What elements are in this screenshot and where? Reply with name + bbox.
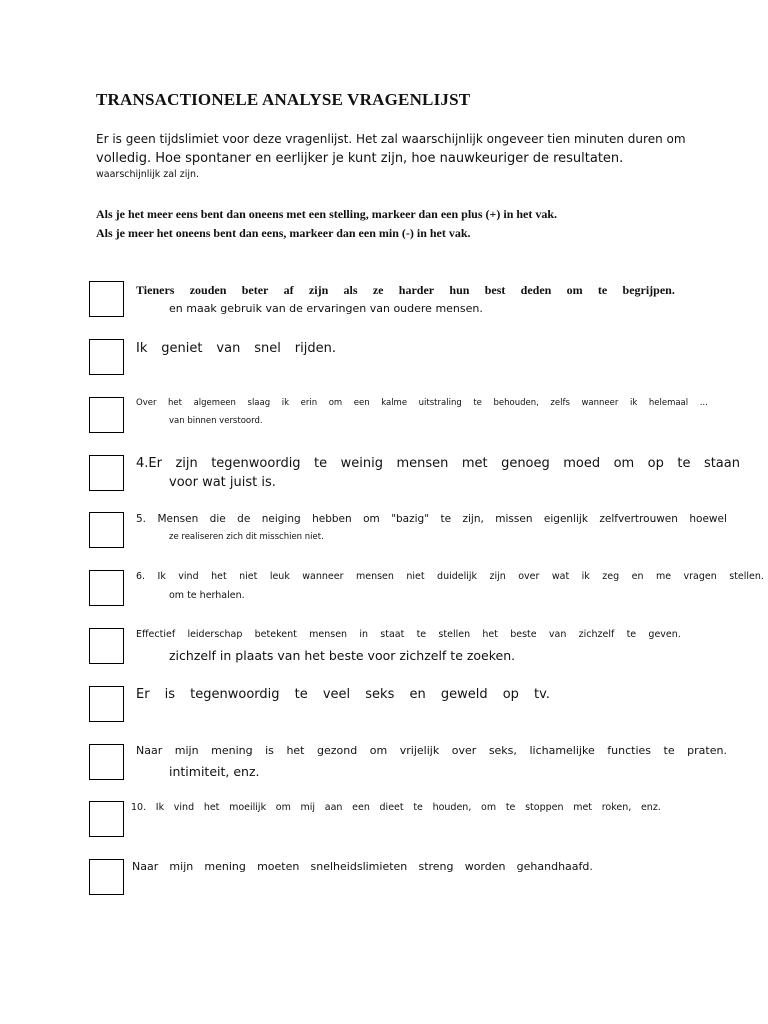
question-4-text-word: zijn	[175, 456, 198, 471]
question-1-text-word: harder	[398, 283, 435, 297]
question-9-text-word: vrijelijk	[399, 744, 440, 757]
question-5-text-word: die	[209, 513, 226, 525]
question-7-text-word: mensen	[309, 629, 348, 640]
question-4-text-word: met	[461, 456, 488, 471]
intro-line-3: waarschijnlijk zal zijn.	[96, 169, 200, 180]
question-3-text-word: helemaal	[648, 398, 689, 408]
question-2-text-word: rijden.	[294, 341, 336, 356]
question-1-text-word: deden	[520, 283, 552, 297]
answer-checkbox-6[interactable]	[89, 570, 124, 606]
question-4-text	[136, 456, 740, 471]
question-4-text-word: om	[613, 456, 635, 471]
question-3-text-word: slaag	[247, 398, 271, 408]
question-3-text-word: wanneer	[581, 398, 619, 408]
question-3-text-word: ...	[699, 398, 708, 408]
question-9-text-word: om	[369, 744, 388, 757]
question-3-text-word: zelfs	[550, 398, 570, 408]
questionnaire-title: TRANSACTIONELE ANALYSE VRAGENLIJST	[96, 90, 471, 109]
question-5-text-word: hoewel	[689, 513, 727, 525]
question-5-text-word: eigenlijk	[543, 513, 588, 525]
question-1-text-word: ze	[372, 283, 384, 297]
question-2-text-word: Ik	[136, 341, 148, 356]
question-9-text-word: praten.	[687, 744, 727, 757]
question-3-text-word: kalme	[381, 398, 408, 408]
question-4-text-word: te	[314, 456, 328, 471]
question-4-text-word: te	[677, 456, 691, 471]
question-3-text-word: behouden,	[493, 398, 539, 408]
question-8-text-word: Er	[136, 687, 150, 702]
question-9-text-word: mening	[211, 744, 253, 757]
question-7-text-word: beste	[510, 629, 537, 640]
question-7-text-word: van	[548, 629, 567, 640]
question-4-text-word: 4.Er	[136, 456, 162, 471]
question-10-text-word: het	[203, 802, 220, 813]
answer-checkbox-3[interactable]	[89, 397, 124, 433]
question-6-text-word: ik	[581, 571, 590, 582]
question-9-text-word: mijn	[174, 744, 199, 757]
question-6-text-word: mensen	[355, 571, 394, 582]
question-5-text-word: neiging	[261, 513, 301, 525]
question-10-text-word: Ik	[155, 802, 165, 813]
question-3-text-word: erin	[300, 398, 318, 408]
answer-checkbox-11[interactable]	[89, 859, 124, 895]
question-4-continuation: voor wat juist is.	[169, 475, 276, 490]
question-3-text-word: te	[473, 398, 482, 408]
question-9-text-word: gezond	[317, 744, 358, 757]
question-5-text-word: de	[237, 513, 251, 525]
question-4-text-word: weinig	[340, 456, 383, 471]
question-10-text-word: een	[352, 802, 370, 813]
question-6-text-word: duidelijk	[437, 571, 478, 582]
question-3-continuation: van binnen verstoord.	[169, 416, 263, 426]
question-5-continuation: ze realiseren zich dit misschien niet.	[169, 532, 324, 542]
question-10-text-word: te	[505, 802, 516, 813]
question-7-text-word: geven.	[648, 629, 681, 640]
question-10-text-word: om	[275, 802, 291, 813]
question-10-text-word: houden,	[432, 802, 472, 813]
question-10-text-word: dieet	[379, 802, 404, 813]
question-11-text-word: streng	[418, 860, 454, 873]
question-11-text	[132, 860, 593, 873]
question-4-text-word: tegenwoordig	[211, 456, 301, 471]
question-10-text	[131, 802, 661, 813]
question-3-text-word: het	[168, 398, 182, 408]
question-9-text-word: over	[451, 744, 477, 757]
question-6-text-word: stellen.	[729, 571, 764, 582]
question-1-text	[136, 283, 675, 298]
question-6-text-word: wanneer	[302, 571, 344, 582]
answer-checkbox-7[interactable]	[89, 628, 124, 664]
question-5-text-word: missen	[495, 513, 533, 525]
question-6-text-word: over	[518, 571, 540, 582]
question-6-text-word: zeg	[602, 571, 620, 582]
instruction-plus: Als je het meer eens bent dan oneens met een stelling, markeer dan een plus (+) in het vak.	[96, 207, 558, 221]
question-7-text-word: te	[626, 629, 637, 640]
question-1-text-word: hun	[449, 283, 470, 297]
question-6-text-word: Ik	[157, 571, 166, 582]
question-1-text-word: zijn	[308, 283, 329, 297]
question-11-text-word: worden	[464, 860, 506, 873]
question-4-text-word: staan	[703, 456, 740, 471]
question-10-text-word: 10.	[131, 802, 147, 813]
question-11-text-word: moeten	[257, 860, 300, 873]
question-9-text-word: het	[286, 744, 305, 757]
question-8-text-word: en	[409, 687, 426, 702]
question-7-text-word: stellen	[438, 629, 471, 640]
question-6-text	[136, 571, 764, 582]
question-9-text-word: seks,	[488, 744, 517, 757]
question-6-text-word: leuk	[269, 571, 290, 582]
question-6-text-word: wat	[551, 571, 570, 582]
question-5-text-word: zelfvertrouwen	[599, 513, 678, 525]
question-9-text-word: lichamelijke	[529, 744, 595, 757]
question-10-text-word: moeilijk	[229, 802, 267, 813]
question-4-text-word: mensen	[396, 456, 449, 471]
question-8-text-word: geweld	[440, 687, 488, 702]
question-7-text-word: te	[416, 629, 427, 640]
question-6-continuation: om te herhalen.	[169, 590, 245, 601]
question-1-text-word: om	[566, 283, 583, 297]
intro-line-2: volledig. Hoe spontaner en eerlijker je kunt zijn, hoe nauwkeuriger de resultaten.	[96, 151, 624, 166]
question-2-text-word: van	[216, 341, 241, 356]
question-6-text-word: zijn	[489, 571, 506, 582]
instruction-minus: Als je meer het oneens bent dan eens, markeer dan een min (-) in het vak.	[96, 226, 471, 240]
question-1-text-word: te	[597, 283, 608, 297]
question-11-text-word: Naar	[132, 860, 159, 873]
question-1-text-word: begrijpen.	[622, 283, 675, 297]
question-10-text-word: stoppen	[525, 802, 564, 813]
question-5-text-word: 5.	[136, 513, 147, 525]
question-5-text-word: zijn,	[462, 513, 484, 525]
question-9-text-word: te	[663, 744, 675, 757]
question-11-text-word: mijn	[169, 860, 194, 873]
question-5-text-word: "bazig"	[391, 513, 430, 525]
question-3-text-word: een	[353, 398, 370, 408]
intro-line-1: Er is geen tijdslimiet voor deze vragenlijst. Het zal waarschijnlijk ongeveer tien minuten duren om	[96, 132, 686, 146]
question-2-text-word: snel	[254, 341, 281, 356]
question-5-text-word: om	[363, 513, 380, 525]
question-3-text-word: ik	[281, 398, 290, 408]
question-1-text-word: als	[343, 283, 358, 297]
question-6-text-word: 6.	[136, 571, 146, 582]
question-10-text-word: mij	[300, 802, 316, 813]
question-8-text	[136, 687, 550, 702]
answer-checkbox-1[interactable]	[89, 281, 124, 317]
answer-checkbox-10[interactable]	[89, 801, 124, 837]
question-9-text-word: is	[265, 744, 274, 757]
question-4-text-word: moed	[563, 456, 601, 471]
question-11-text-word: mening	[204, 860, 246, 873]
question-3-text-word: ik	[629, 398, 638, 408]
question-2-text-word: geniet	[161, 341, 203, 356]
question-1-text-word: beter	[241, 283, 269, 297]
question-6-text-word: niet	[239, 571, 258, 582]
question-5-text	[136, 513, 727, 525]
answer-checkbox-2[interactable]	[89, 339, 124, 375]
question-10-text-word: aan	[324, 802, 343, 813]
question-6-text-word: vragen	[683, 571, 717, 582]
answer-checkbox-8[interactable]	[89, 686, 124, 722]
question-1-continuation: en maak gebruik van de ervaringen van oudere mensen.	[169, 302, 483, 315]
question-7-text-word: Effectief	[136, 629, 176, 640]
question-3-text	[136, 398, 708, 408]
question-7-text-word: in	[359, 629, 368, 640]
question-9-text	[136, 744, 727, 757]
question-7-text-word: het	[482, 629, 498, 640]
question-1-text-word: Tieners	[136, 283, 175, 297]
question-4-text-word: genoeg	[501, 456, 550, 471]
question-9-text-word: Naar	[136, 744, 163, 757]
question-6-text-word: vind	[178, 571, 199, 582]
question-1-text-word: af	[283, 283, 294, 297]
question-8-text-word: te	[294, 687, 308, 702]
question-6-text-word: me	[655, 571, 672, 582]
question-1-text-word: zouden	[189, 283, 227, 297]
question-8-text-word: op	[502, 687, 519, 702]
question-10-text-word: enz.	[640, 802, 661, 813]
question-8-text-word: seks	[365, 687, 395, 702]
question-4-text-word: op	[647, 456, 664, 471]
question-5-text-word: Mensen	[157, 513, 199, 525]
question-10-text-word: om	[481, 802, 497, 813]
question-11-text-word: gehandhaafd.	[516, 860, 593, 873]
question-7-text	[136, 629, 681, 640]
question-10-text-word: vind	[173, 802, 195, 813]
question-9-continuation: intimiteit, enz.	[169, 764, 260, 779]
answer-checkbox-4[interactable]	[89, 455, 124, 491]
question-10-text-word: te	[413, 802, 423, 813]
question-7-text-word: leiderschap	[187, 629, 243, 640]
question-8-text-word: tv.	[534, 687, 550, 702]
question-1-text-word: best	[484, 283, 506, 297]
question-8-text-word: tegenwoordig	[190, 687, 280, 702]
question-3-text-word: Over	[136, 398, 157, 408]
question-10-text-word: met	[573, 802, 593, 813]
question-7-text-word: zichzelf	[578, 629, 615, 640]
question-6-text-word: niet	[406, 571, 425, 582]
question-2-text	[136, 341, 336, 356]
question-5-text-word: te	[440, 513, 452, 525]
question-10-text-word: roken,	[601, 802, 632, 813]
question-7-continuation: zichzelf in plaats van het beste voor zichzelf te zoeken.	[169, 648, 516, 663]
question-6-text-word: en	[631, 571, 644, 582]
question-8-text-word: veel	[322, 687, 351, 702]
question-6-text-word: het	[211, 571, 227, 582]
question-11-text-word: snelheidslimieten	[310, 860, 408, 873]
question-7-text-word: staat	[380, 629, 405, 640]
question-3-text-word: algemeen	[193, 398, 236, 408]
question-5-text-word: hebben	[312, 513, 352, 525]
question-3-text-word: om	[328, 398, 343, 408]
answer-checkbox-9[interactable]	[89, 744, 124, 780]
question-3-text-word: uitstraling	[418, 398, 462, 408]
answer-checkbox-5[interactable]	[89, 512, 124, 548]
question-8-text-word: is	[164, 687, 176, 702]
question-9-text-word: functies	[607, 744, 651, 757]
question-7-text-word: betekent	[254, 629, 297, 640]
